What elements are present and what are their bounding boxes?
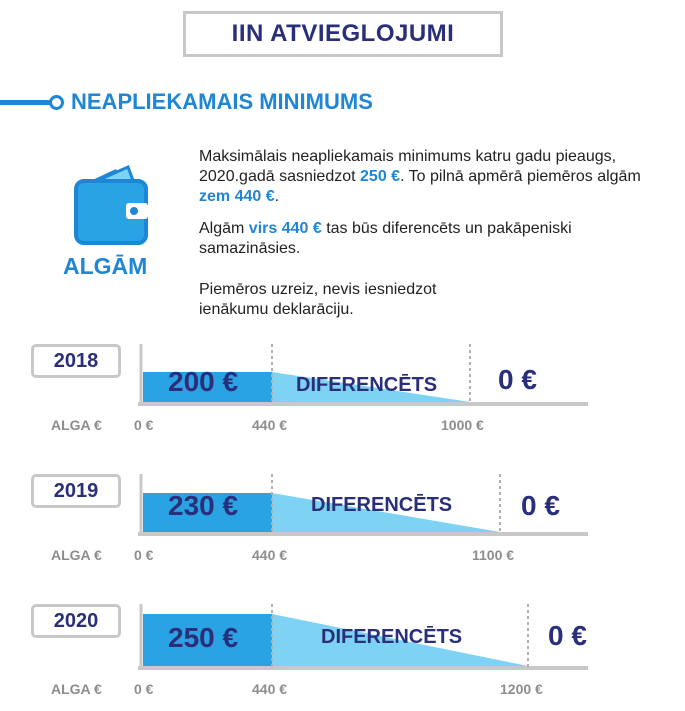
year-badge: 2018: [31, 344, 121, 378]
tick-label-max: 1000 €: [441, 417, 484, 433]
value-label: 230 €: [168, 490, 239, 521]
axis-title: ALGA €: [51, 547, 102, 563]
axis-title: ALGA €: [51, 681, 102, 697]
zero-label: 0 €: [548, 620, 587, 651]
tick-label-440: 440 €: [252, 417, 288, 433]
section-title: NEAPLIEKAMAIS MINIMUMS: [71, 89, 373, 114]
chart-graphic: [0, 602, 685, 702]
tick-label-max: 1100 €: [472, 547, 515, 563]
tick-label-0: 0 €: [134, 417, 154, 433]
description-paragraph-1: Maksimālais neapliekamais minimums katru gadu pieaugs, 2020.gadā sasniedzot 250 €. To pilnā apmērā piemēros algām zem 440 €.: [199, 148, 641, 205]
tick-label-0: 0 €: [134, 681, 154, 697]
description-paragraph-3: Piemēros uzreiz, nevis iesniedzot ienākumu deklarāciju.: [199, 281, 437, 318]
value-label: 200 €: [168, 366, 239, 397]
section-dot-decoration: [49, 95, 64, 110]
year-badge: 2019: [31, 474, 121, 508]
year-badge: 2020: [31, 604, 121, 638]
chart-graphic: [0, 472, 685, 572]
tick-label-440: 440 €: [252, 547, 288, 563]
wallet-label: ALGĀM: [63, 253, 148, 279]
tick-label-440: 440 €: [252, 681, 288, 697]
axis-title: ALGA €: [51, 417, 102, 433]
zero-label: 0 €: [521, 490, 560, 521]
diff-label: DIFERENCĒTS: [321, 626, 463, 648]
zero-label: 0 €: [498, 364, 537, 395]
wallet-icon: [72, 163, 152, 248]
diff-label: DIFERENCĒTS: [296, 374, 438, 396]
chart-row-2018: [0, 342, 685, 442]
chart-row-2020: [0, 602, 685, 702]
page-title: IIN ATVIEGLOJUMI: [183, 11, 503, 57]
tick-label-max: 1200 €: [500, 681, 543, 697]
chart-row-2019: [0, 472, 685, 572]
value-label: 250 €: [168, 622, 239, 653]
diff-label: DIFERENCĒTS: [311, 494, 453, 516]
description-paragraph-2: Algām virs 440 € tas būs diferencēts un pakāpeniski samazināsies.: [199, 220, 572, 257]
tick-label-0: 0 €: [134, 547, 154, 563]
section-line-decoration: [0, 100, 50, 105]
